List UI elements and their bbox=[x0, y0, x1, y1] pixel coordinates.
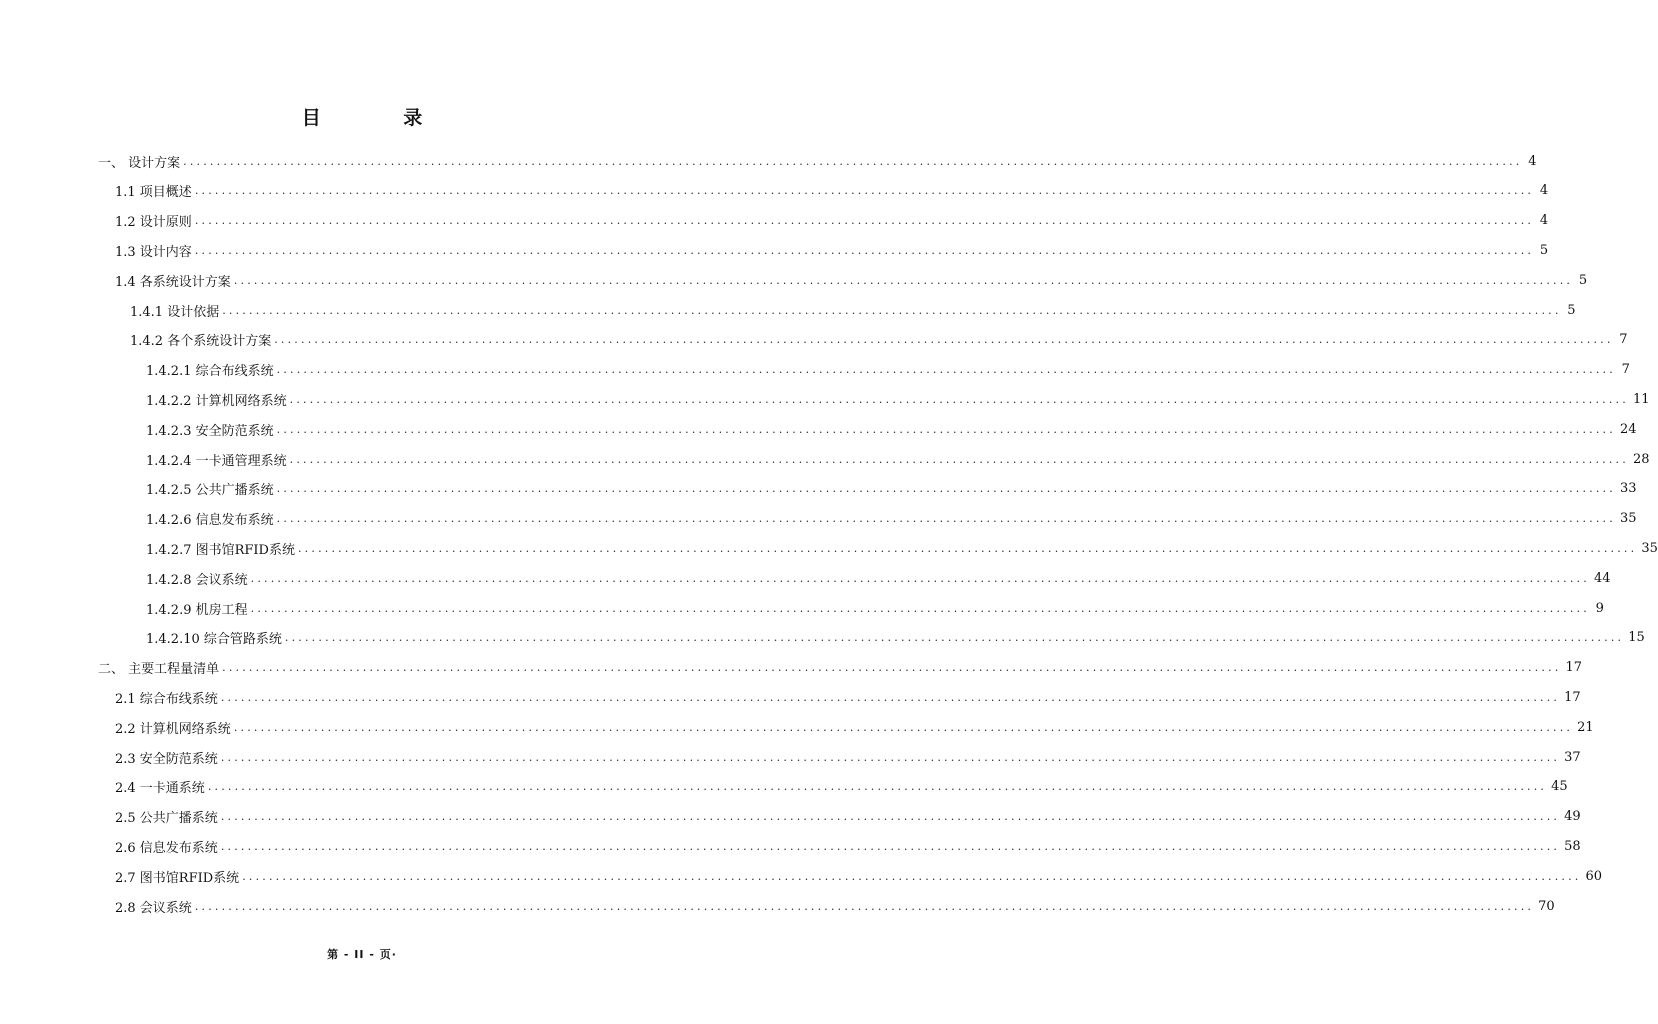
toc-entry-page-number: 4 bbox=[1539, 183, 1549, 199]
toc-entry-label: 1.4.2.6 信息发布系统 bbox=[146, 513, 274, 529]
toc-entry[interactable] bbox=[115, 802, 1581, 832]
toc-entry-label: 二、 主要工程量清单 bbox=[98, 662, 220, 678]
toc-entry[interactable] bbox=[146, 414, 1637, 444]
toc-dot-leader: ........................................................................................................................................................................................................ bbox=[284, 631, 1625, 645]
toc-entry[interactable] bbox=[146, 504, 1637, 534]
toc-entry[interactable] bbox=[115, 265, 1588, 295]
toc-entry-page-number: 24 bbox=[1619, 421, 1637, 437]
toc-entry-label: 1.4.1 设计依据 bbox=[130, 304, 220, 320]
toc-dot-leader: ........................................................................................................................................................................................................ bbox=[276, 512, 1616, 526]
toc-entry-page-number: 17 bbox=[1564, 689, 1581, 705]
toc-entry[interactable] bbox=[146, 533, 1658, 563]
toc-entry-label: 2.7 图书馆RFID系统 bbox=[115, 870, 240, 886]
toc-dot-leader: ........................................................................................................................................................................................................ bbox=[207, 780, 1548, 794]
toc-entry[interactable] bbox=[115, 682, 1581, 712]
toc-dot-leader: ........................................................................................................................................................................................................ bbox=[220, 839, 1561, 853]
toc-entry-label: 1.4.2.7 图书馆RFID系统 bbox=[146, 542, 295, 558]
toc-entry-page-number: 4 bbox=[1539, 213, 1549, 229]
toc-entry[interactable] bbox=[115, 891, 1555, 921]
toc-dot-leader: ........................................................................................................................................................................................................ bbox=[220, 810, 1561, 824]
toc-entry-label: 1.4.2.8 会议系统 bbox=[146, 572, 248, 588]
toc-entry-page-number: 58 bbox=[1564, 838, 1581, 854]
toc-entry-page-number: 5 bbox=[1578, 272, 1588, 288]
toc-entry-page-number: 45 bbox=[1551, 779, 1568, 795]
toc-entry-label: 1.4.2.3 安全防范系统 bbox=[146, 423, 274, 439]
toc-entry[interactable] bbox=[146, 593, 1604, 623]
toc-dot-leader: ........................................................................................................................................................................................................ bbox=[289, 392, 1629, 406]
toc-entry-page-number: 33 bbox=[1619, 481, 1637, 497]
toc-dot-leader: ........................................................................................................................................................................................................ bbox=[233, 720, 1574, 734]
toc-entry-label: 2.4 一卡通系统 bbox=[115, 781, 205, 797]
toc-entry-page-number: 5 bbox=[1539, 242, 1549, 258]
toc-dot-leader: ........................................................................................................................................................................................................ bbox=[220, 690, 1561, 704]
toc-entry-page-number: 28 bbox=[1632, 451, 1650, 467]
toc-entry[interactable] bbox=[146, 384, 1650, 414]
toc-dot-leader: ........................................................................................................................................................................................................ bbox=[274, 333, 1614, 347]
toc-entry-label: 1.1 项目概述 bbox=[115, 185, 192, 201]
toc-entry-page-number: 60 bbox=[1585, 868, 1603, 884]
toc-entry[interactable] bbox=[146, 444, 1650, 474]
toc-dot-leader: ........................................................................................................................................................................................................ bbox=[233, 273, 1574, 287]
toc-entry[interactable] bbox=[115, 176, 1549, 206]
toc-entry[interactable] bbox=[146, 623, 1645, 653]
toc-entry-label: 2.3 安全防范系统 bbox=[115, 751, 218, 767]
toc-entry-label: 2.2 计算机网络系统 bbox=[115, 721, 231, 737]
toc-dot-leader: ........................................................................................................................................................................................................ bbox=[194, 214, 1535, 228]
toc-entry-label: 1.4.2.1 综合布线系统 bbox=[146, 364, 274, 380]
toc-dot-leader: ........................................................................................................................................................................................................ bbox=[276, 363, 1616, 377]
toc-entry-page-number: 5 bbox=[1567, 302, 1576, 318]
toc-entry-page-number: 49 bbox=[1564, 809, 1581, 825]
toc-entry-page-number: 4 bbox=[1528, 153, 1537, 169]
toc-entry[interactable] bbox=[98, 653, 1583, 683]
page-title: 目 录 bbox=[301, 107, 461, 129]
toc-entry[interactable] bbox=[115, 861, 1603, 891]
toc-entry-label: 一、 设计方案 bbox=[98, 155, 181, 171]
toc-entry-page-number: 21 bbox=[1577, 719, 1594, 735]
toc-entry-label: 1.3 设计内容 bbox=[115, 244, 192, 260]
toc-entry-page-number: 44 bbox=[1593, 570, 1611, 586]
toc-entry-label: 1.4.2.2 计算机网络系统 bbox=[146, 393, 287, 409]
toc-entry-page-number: 7 bbox=[1621, 362, 1630, 378]
toc-entry-label: 2.1 综合布线系统 bbox=[115, 691, 218, 707]
toc-dot-leader: ........................................................................................................................................................................................................ bbox=[222, 661, 1562, 675]
toc-entry-label: 1.2 设计原则 bbox=[115, 215, 192, 231]
toc-entry-label: 1.4.2.9 机房工程 bbox=[146, 602, 248, 618]
toc-entry-page-number: 70 bbox=[1538, 898, 1555, 914]
toc-entry-label: 1.4.2.4 一卡通管理系统 bbox=[146, 453, 287, 469]
toc-dot-leader: ........................................................................................................................................................................................................ bbox=[222, 303, 1562, 317]
toc-dot-leader: ........................................................................................................................................................................................................ bbox=[250, 571, 1590, 585]
toc-dot-leader: ........................................................................................................................................................................................................ bbox=[297, 541, 1638, 555]
toc-entry-label: 2.6 信息发布系统 bbox=[115, 840, 218, 856]
toc-entry-page-number: 9 bbox=[1595, 600, 1604, 616]
toc-entry-page-number: 7 bbox=[1619, 332, 1628, 348]
toc-entry-label: 1.4.2.5 公共广播系统 bbox=[146, 483, 274, 499]
toc-entry-page-number: 11 bbox=[1632, 391, 1650, 407]
toc-dot-leader: ........................................................................................................................................................................................................ bbox=[276, 422, 1616, 436]
toc-entry[interactable] bbox=[130, 295, 1576, 325]
toc-dot-leader: ........................................................................................................................................................................................................ bbox=[183, 154, 1523, 168]
toc-entry[interactable] bbox=[146, 355, 1630, 385]
toc-dot-leader: ........................................................................................................................................................................................................ bbox=[250, 601, 1590, 615]
toc-entry-label: 1.4.2.10 综合管路系统 bbox=[146, 632, 282, 648]
toc-dot-leader: ........................................................................................................................................................................................................ bbox=[220, 750, 1561, 764]
toc-entry-page-number: 35 bbox=[1641, 540, 1658, 556]
toc-entry[interactable] bbox=[115, 742, 1581, 772]
toc-entry-label: 2.8 会议系统 bbox=[115, 900, 192, 916]
toc-dot-leader: ........................................................................................................................................................................................................ bbox=[194, 243, 1535, 257]
toc-entry[interactable] bbox=[146, 563, 1611, 593]
toc-entry[interactable] bbox=[115, 235, 1549, 265]
toc-entry-label: 2.5 公共广播系统 bbox=[115, 811, 218, 827]
toc-entry-page-number: 15 bbox=[1628, 630, 1645, 646]
toc-entry-label: 1.4.2 各个系统设计方案 bbox=[130, 334, 272, 350]
page-footer: 第 - II - 页· bbox=[327, 948, 397, 961]
toc-dot-leader: ........................................................................................................................................................................................................ bbox=[194, 184, 1535, 198]
toc-entry-page-number: 35 bbox=[1619, 511, 1637, 527]
toc-dot-leader: ........................................................................................................................................................................................................ bbox=[289, 452, 1629, 466]
toc-dot-leader: ........................................................................................................................................................................................................ bbox=[242, 869, 1582, 883]
toc-entry-page-number: 37 bbox=[1564, 749, 1581, 765]
toc-entry-page-number: 17 bbox=[1565, 660, 1583, 676]
toc-entry[interactable] bbox=[115, 206, 1549, 236]
toc-dot-leader: ........................................................................................................................................................................................................ bbox=[194, 899, 1535, 913]
toc-entry[interactable] bbox=[115, 712, 1594, 742]
toc-entry[interactable] bbox=[115, 831, 1581, 861]
toc-entry[interactable] bbox=[130, 325, 1628, 355]
toc-dot-leader: ........................................................................................................................................................................................................ bbox=[276, 482, 1616, 496]
toc-entry-label: 1.4 各系统设计方案 bbox=[115, 274, 231, 290]
toc-entry[interactable] bbox=[146, 474, 1637, 504]
toc-entry[interactable] bbox=[98, 146, 1537, 176]
toc-entry[interactable] bbox=[115, 772, 1568, 802]
